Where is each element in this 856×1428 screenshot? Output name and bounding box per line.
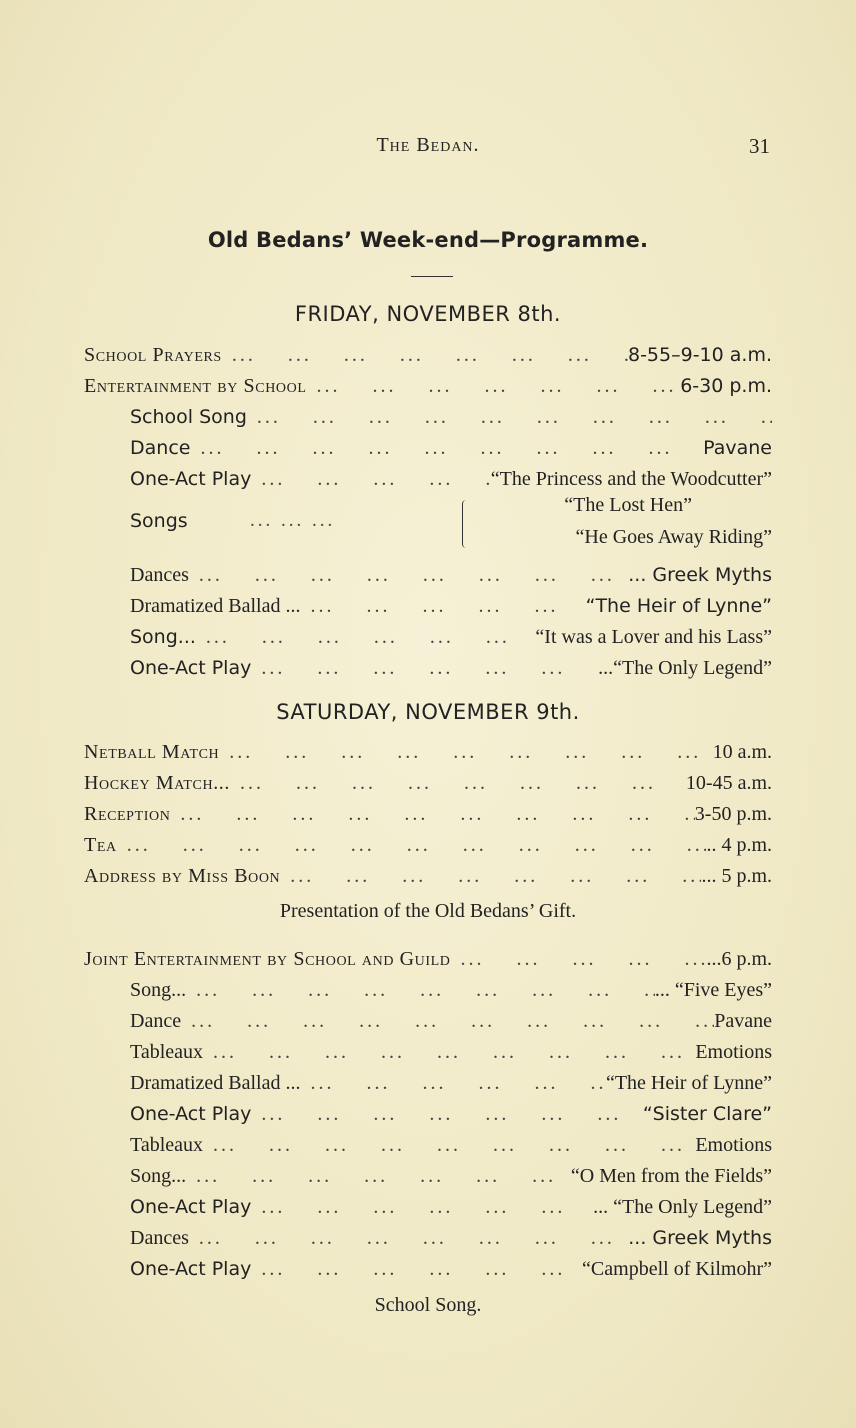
row-value: 3-50 p.m. (694, 803, 772, 825)
row-value: Emotions (695, 1041, 772, 1063)
row-value: ...“The Only Legend” (598, 657, 772, 679)
row-label: One-Act Play (130, 1103, 252, 1125)
programme-row (84, 341, 772, 369)
row-label: Songs (130, 510, 188, 532)
row-label: Entertainment by School (84, 375, 307, 397)
dot-leader (230, 769, 686, 797)
programme-row (84, 862, 772, 890)
row-label: Hockey Match... (84, 772, 231, 794)
programme-row (130, 1069, 772, 1097)
programme-row (130, 1162, 772, 1190)
row-label: School Prayers (84, 344, 222, 366)
title-rule (411, 276, 453, 277)
row-label: One-Act Play (130, 468, 252, 490)
dot-leader (251, 1193, 593, 1221)
row-value: ... “The Only Legend” (593, 1196, 772, 1218)
closing-item: School Song. (374, 1294, 482, 1316)
dot-leader (251, 465, 490, 493)
row-label: School Song (130, 406, 247, 428)
dot-leader (247, 403, 772, 431)
dot-leader (203, 1038, 695, 1066)
programme-row (130, 1193, 772, 1221)
programme-row (130, 465, 772, 493)
row-label: Song... (130, 1165, 187, 1187)
dot-leader (251, 654, 598, 682)
dot-leader (181, 1007, 714, 1035)
row-value: .. 4 p.m. (706, 834, 772, 856)
song-title: “He Goes Away Riding” (575, 526, 772, 548)
row-value: “The Princess and the Woodcutter” (490, 468, 772, 490)
row-value: 8-55–9-10 a.m. (627, 344, 772, 366)
dot-leader (117, 831, 707, 859)
programme-row (84, 738, 772, 766)
row-label: Song... (130, 979, 187, 1001)
dot-leader (170, 800, 694, 828)
programme-row (130, 1038, 772, 1066)
dot-leader (203, 1131, 695, 1159)
dot-leader (196, 623, 536, 651)
dot-leader (307, 372, 681, 400)
programme-row (130, 1131, 772, 1159)
brace-icon (462, 500, 473, 548)
row-value: “Campbell of Kilmohr” (582, 1258, 772, 1280)
dot-leader (222, 341, 628, 369)
dot-leader (251, 1100, 642, 1128)
dot-leader (186, 1162, 571, 1190)
row-label: Dramatized Ballad ... (130, 1072, 301, 1094)
row-label: Tableaux (130, 1041, 204, 1063)
programme-row (130, 1007, 772, 1035)
row-value: 10 a.m. (712, 741, 772, 763)
row-label: Dance (130, 437, 191, 459)
row-label: Address by Miss Boon (84, 865, 281, 887)
dot-leader (186, 976, 655, 1004)
row-value: ... 5 p.m. (701, 865, 772, 887)
dot-leader (251, 1255, 582, 1283)
row-value: ... Greek Myths (628, 1227, 772, 1249)
row-value: “The Heir of Lynne” (585, 595, 772, 617)
row-label: Dances (130, 564, 189, 586)
dot-leader (189, 1224, 628, 1252)
programme-row (130, 1255, 772, 1283)
row-value: “O Men from the Fields” (570, 1165, 772, 1187)
row-label: Dance (130, 1010, 182, 1032)
song-title: “The Lost Hen” (564, 494, 692, 516)
dot-leader: ... ... ... (250, 510, 336, 531)
row-value: “The Heir of Lynne” (605, 1072, 772, 1094)
row-label: One-Act Play (130, 657, 252, 679)
programme-row (130, 1100, 772, 1128)
programme-row (84, 769, 772, 797)
row-value: “It was a Lover and his Lass” (535, 626, 772, 648)
row-label: Netball Match (84, 741, 220, 763)
dot-leader (301, 592, 586, 620)
songs-row (130, 494, 772, 556)
row-value: Pavane (714, 1010, 772, 1032)
friday-heading: FRIDAY, NOVEMBER 8th. (294, 302, 562, 326)
dot-leader (219, 738, 712, 766)
row-label: Dances (130, 1227, 189, 1249)
dot-leader (190, 434, 703, 462)
dot-leader (301, 1069, 606, 1097)
programme-row (130, 561, 772, 589)
running-head (0, 134, 856, 160)
programme-row (84, 372, 772, 400)
programme-row (130, 1224, 772, 1252)
programme-row (84, 831, 772, 859)
row-label: Reception (84, 803, 171, 825)
dot-leader (189, 561, 628, 589)
presentation-note: Presentation of the Old Bedans’ Gift. (279, 900, 577, 922)
row-value: “Sister Clare” (642, 1103, 772, 1125)
row-label: Song... (130, 626, 196, 648)
programme-row (84, 800, 772, 828)
programme-row (130, 623, 772, 651)
programme-row (84, 945, 772, 973)
page-number: 31 (749, 134, 770, 158)
row-value: ...6 p.m. (706, 948, 772, 970)
programme-row (130, 434, 772, 462)
saturday-heading: SATURDAY, NOVEMBER 9th. (276, 700, 580, 724)
row-label: Joint Entertainment by School and Guild (84, 948, 451, 970)
row-label: One-Act Play (130, 1196, 252, 1218)
row-value: Pavane (703, 437, 772, 459)
programme-row (130, 976, 772, 1004)
page-title: Old Bedans’ Week-end—Programme. (207, 228, 649, 252)
running-title: The Bedan. (376, 134, 480, 156)
row-value: 10-45 a.m. (685, 772, 772, 794)
dot-leader (280, 862, 701, 890)
dot-leader (451, 945, 707, 973)
row-value: ... “Five Eyes” (654, 979, 772, 1001)
row-label: Tableaux (130, 1134, 204, 1156)
row-label: Dramatized Ballad ... (130, 595, 301, 617)
programme-row (130, 654, 772, 682)
row-value: 6-30 p.m. (680, 375, 772, 397)
row-label: One-Act Play (130, 1258, 252, 1280)
row-value: Emotions (695, 1134, 772, 1156)
row-value: ... Greek Myths (628, 564, 772, 586)
programme-row (130, 403, 772, 431)
row-label: Tea (84, 834, 117, 856)
programme-row (130, 592, 772, 620)
